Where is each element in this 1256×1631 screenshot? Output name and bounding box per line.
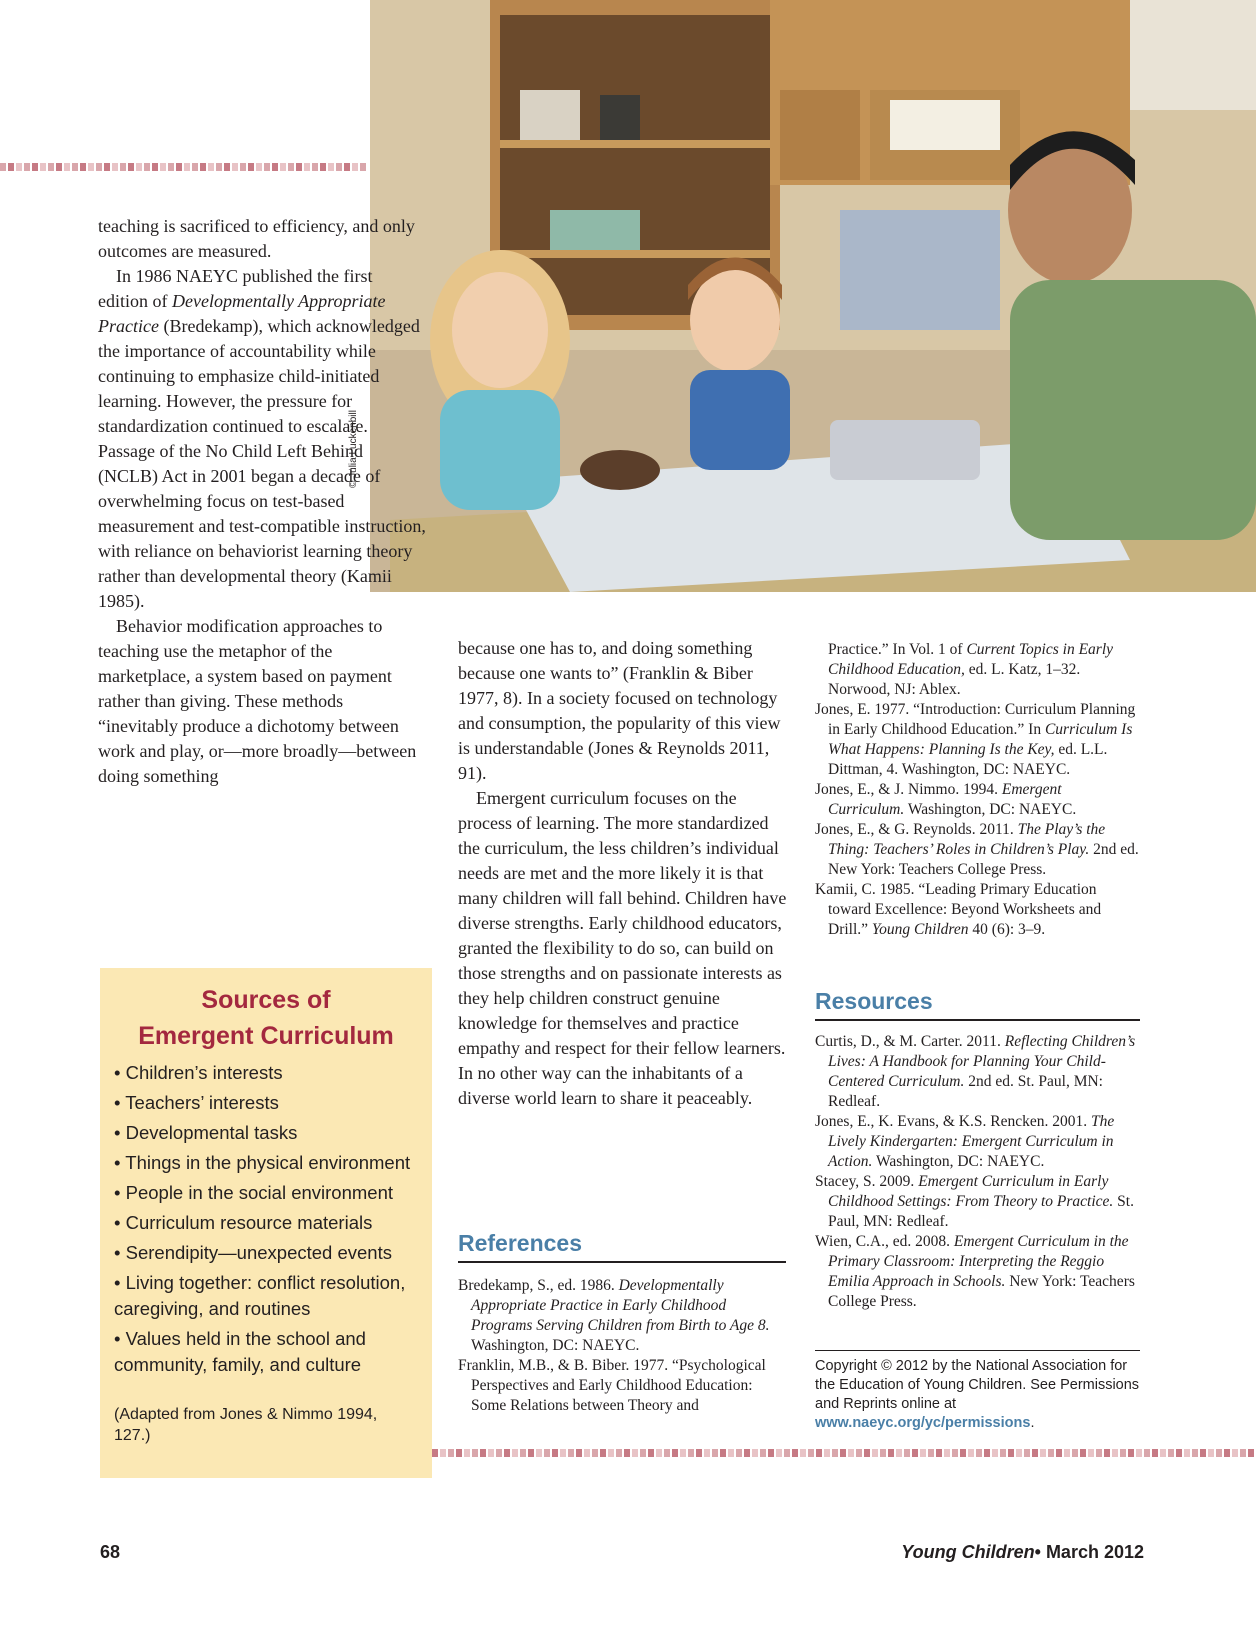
- copyright-end: .: [1030, 1415, 1035, 1431]
- sidebar-title-line2: Emergent Curriculum: [138, 1022, 394, 1050]
- column-2-text: [458, 636, 788, 1111]
- text-run: 40 (6): 3–9.: [968, 921, 1046, 938]
- text-run: Jones, E., K. Evans, & K.S. Rencken. 2001.: [815, 1113, 1091, 1130]
- photo-credit: © Julia Luckenbill: [348, 410, 359, 488]
- text-run: St. Paul, MN: Redleaf.: [828, 1193, 1134, 1230]
- text-run: (Bredekamp), which acknowledged the importance of accountability while continuing to emphasize child-initiated learning. However, the pressure for standardization continued to escalate. Passage of the No Child Left Behind (NCLB) Act in 2001 began a decade of overwhelming focus on test-based measurement and test-compatible instruction, with reliance on behaviorist learning theory rather than developmental theory (Kamii 1985).: [98, 316, 426, 611]
- reference-entry: [815, 820, 1140, 880]
- sidebar-list-item: • Values held in the school and community, family, and culture: [114, 1328, 366, 1375]
- issue-date: March 2012: [1045, 1542, 1144, 1562]
- text-run: Franklin, M.B., & B. Biber. 1977. “Psychological Perspectives and Early Childhood Education: Some Relations between Theory and: [458, 1357, 766, 1414]
- italic-text: The Play’s the Thing: Teachers’ Roles in Children’s Play.: [828, 821, 1106, 858]
- references-list: [458, 1276, 788, 1416]
- italic-text: Emergent Curriculum in the Primary Classroom: Interpreting the Reggio Emilia Approach in Schools.: [828, 1233, 1129, 1290]
- column-2-paragraph: [458, 786, 788, 1111]
- sidebar-list-item: • Serendipity—unexpected events: [114, 1242, 392, 1263]
- text-run: Washington, DC: NAEYC.: [872, 1153, 1045, 1170]
- journal-footer: [901, 1542, 1144, 1563]
- text-run: teaching is sacrificed to efficiency, and only outcomes are measured.: [98, 216, 415, 261]
- text-run: Jones, E., & G. Reynolds. 2011.: [815, 821, 1018, 838]
- page-number: 68: [100, 1542, 121, 1562]
- top-decorative-band: [0, 163, 368, 171]
- sidebar-list-item: • Living together: conflict resolution, caregiving, and routines: [114, 1272, 406, 1319]
- sidebar-list: [114, 1060, 426, 1382]
- references-heading: References: [458, 1230, 583, 1256]
- reference-entry: [458, 1276, 788, 1356]
- text-run: Bredekamp, S., ed. 1986.: [458, 1277, 619, 1294]
- italic-text: Young Children: [871, 921, 969, 938]
- italic-text: Developmentally Appropriate Practice: [98, 291, 386, 336]
- text-run: ed. L. Katz, 1–32. Norwood, NJ: Ablex.: [828, 661, 1081, 698]
- resources-heading: Resources: [815, 988, 933, 1014]
- text-run: Stacey, S. 2009.: [815, 1173, 919, 1190]
- text-run: Washington, DC: NAEYC.: [471, 1337, 640, 1354]
- column-1-paragraph: [98, 264, 426, 614]
- journal-title: Young Children: [901, 1542, 1035, 1562]
- reference-entry: [815, 880, 1140, 940]
- sidebar-list-item: • People in the social environment: [114, 1182, 393, 1203]
- text-run: Kamii, C. 1985. “Leading Primary Education toward Excellence: Beyond Worksheets and Drill.”: [815, 881, 1102, 938]
- sidebar-list-item: • Curriculum resource materials: [114, 1212, 373, 1233]
- text-run: Behavior modification approaches to teaching use the metaphor of the marketplace, a system based on payment rather than giving. These methods “inevitably produce a dichotomy between work and play, or—more broadly—between doing something: [98, 616, 417, 786]
- text-run: Practice.” In Vol. 1 of: [828, 641, 967, 658]
- copyright-text: Copyright © 2012 by the National Association for the Education of Young Children. See Permissions and Reprints online at: [815, 1358, 1140, 1412]
- reference-entry: [815, 700, 1140, 780]
- italic-text: Current Topics in Early Childhood Education,: [828, 641, 1114, 678]
- column-3-references: [815, 640, 1140, 940]
- text-run: 2nd ed. New York: Teachers College Press.: [828, 841, 1139, 878]
- text-run: Emergent curriculum focuses on the process of learning. The more standardized the curriculum, the less children’s individual needs are met and the more likely it is that many children will fall behind. Children have diverse strengths. Early childhood educators, granted the flexibility to do so, can build on those strengths and on passionate interests as they help children construct genuine knowledge for themselves and practice empathy and respect for their fellow learners. In no other way can the inhabitants of a diverse world learn to share it peaceably.: [458, 788, 787, 1108]
- copyright-rule: [815, 1350, 1140, 1351]
- sidebar-list-item: • Children’s interests: [114, 1062, 283, 1083]
- resource-entry: [815, 1032, 1140, 1112]
- column-1-paragraph: [98, 614, 426, 789]
- text-run: Jones, E. 1977. “Introduction: Curriculum Planning in Early Childhood Education.” In: [815, 701, 1136, 738]
- column-1-text: [98, 214, 426, 789]
- classroom-photo: [370, 0, 1256, 592]
- text-run: New York: Teachers College Press.: [828, 1273, 1135, 1310]
- text-run: Washington, DC: NAEYC.: [904, 801, 1077, 818]
- copyright-notice: [815, 1357, 1145, 1433]
- resources-rule: [815, 1019, 1140, 1021]
- sidebar-title-line1: Sources of: [201, 986, 331, 1014]
- italic-text: The Lively Kindergarten: Emergent Curriculum in Action.: [828, 1113, 1115, 1170]
- column-1-paragraph: [98, 214, 426, 264]
- resource-entry: [815, 1232, 1140, 1312]
- resource-entry: [815, 1112, 1140, 1172]
- column-2-paragraph: [458, 636, 788, 786]
- text-run: Curtis, D., & M. Carter. 2011.: [815, 1033, 1005, 1050]
- sidebar-title: [100, 982, 432, 1054]
- references-rule: [458, 1261, 786, 1263]
- permissions-link[interactable]: www.naeyc.org/yc/permissions: [815, 1415, 1031, 1431]
- reference-entry: [458, 1356, 788, 1416]
- text-run: 2nd ed. St. Paul, MN: Redleaf.: [828, 1073, 1103, 1110]
- italic-text: Curriculum Is What Happens: Planning Is the Key,: [828, 721, 1133, 758]
- resources-list: [815, 1032, 1140, 1312]
- text-run: because one has to, and doing something because one wants to” (Franklin & Biber 1977, 8). In a society focused on technology and consumption, the popularity of this view is understandable (Jones & Reynolds 2011, 91).: [458, 638, 781, 783]
- text-run: Wien, C.A., ed. 2008.: [815, 1233, 954, 1250]
- text-run: In 1986 NAEYC published the first edition of: [98, 266, 373, 311]
- resource-entry: [815, 1172, 1140, 1232]
- text-run: ed. L.L. Dittman, 4. Washington, DC: NAEYC.: [828, 741, 1108, 778]
- sidebar-note: (Adapted from Jones & Nimmo 1994, 127.): [114, 1406, 378, 1444]
- italic-text: Reflecting Children’s Lives: A Handbook for Planning Your Child-Centered Curriculum.: [828, 1033, 1136, 1090]
- classroom-photo-illustration: [370, 0, 1256, 592]
- bottom-decorative-band: [424, 1449, 1256, 1457]
- italic-text: Emergent Curriculum.: [828, 781, 1062, 818]
- footer-bullet: •: [1034, 1542, 1041, 1562]
- sidebar-list-item: • Teachers’ interests: [114, 1092, 279, 1113]
- text-run: Jones, E., & J. Nimmo. 1994.: [815, 781, 1002, 798]
- sidebar-list-item: • Things in the physical environment: [114, 1152, 411, 1173]
- italic-text: Emergent Curriculum in Early Childhood Settings: From Theory to Practice.: [828, 1173, 1114, 1210]
- italic-text: Developmentally Appropriate Practice in Early Childhood Programs Serving Children from Birth to Age 8.: [471, 1277, 770, 1334]
- sources-sidebar: [100, 968, 432, 1478]
- sidebar-list-item: • Developmental tasks: [114, 1122, 298, 1143]
- reference-entry: [815, 780, 1140, 820]
- reference-entry: [815, 640, 1140, 700]
